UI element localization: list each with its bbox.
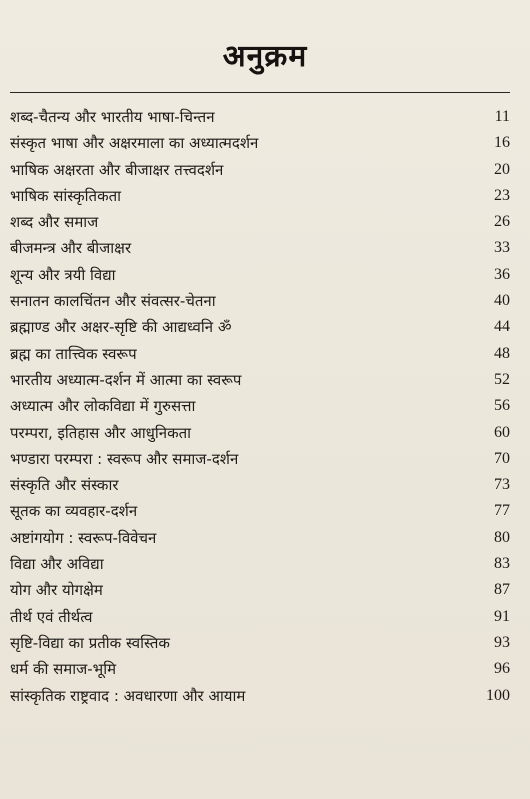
toc-row <box>10 235 510 261</box>
toc-entry-page-number: 93 <box>494 633 510 651</box>
title-divider <box>10 92 510 93</box>
toc-entry-page-number: 60 <box>494 423 510 441</box>
toc-row <box>10 209 510 235</box>
toc-row <box>10 656 510 682</box>
toc-entry-page-number: 80 <box>494 528 510 546</box>
toc-row <box>10 472 510 498</box>
table-of-contents <box>10 104 510 709</box>
toc-entry-page-number: 26 <box>494 213 510 231</box>
page-title: अनुक्रम <box>222 39 308 74</box>
toc-entry-page-number: 77 <box>494 502 510 520</box>
toc-row <box>10 393 510 419</box>
toc-entry-page-number: 73 <box>494 476 510 494</box>
toc-entry-title: अध्यात्म और लोकविद्या में गुरुसत्ता <box>10 397 196 416</box>
toc-entry-page-number: 48 <box>494 344 510 362</box>
toc-row <box>10 314 510 340</box>
toc-entry-page-number: 70 <box>494 449 510 467</box>
toc-entry-page-number: 96 <box>494 660 510 678</box>
toc-entry-page-number: 16 <box>494 134 510 152</box>
toc-entry-title: सूतक का व्यवहार-दर्शन <box>10 502 138 521</box>
toc-entry-title: संस्कृत भाषा और अक्षरमाला का अध्यात्मदर्शन <box>10 134 259 153</box>
toc-row <box>10 683 510 709</box>
toc-entry-page-number: 23 <box>494 186 510 204</box>
toc-entry-page-number: 11 <box>494 108 510 125</box>
toc-entry-title: भाषिक सांस्कृतिकता <box>10 186 122 205</box>
toc-row <box>10 420 510 446</box>
toc-row <box>10 183 510 209</box>
toc-entry-page-number: 36 <box>494 265 510 283</box>
toc-entry-title: शून्य और त्रयी विद्या <box>10 265 116 284</box>
toc-entry-title: सृष्टि-विद्या का प्रतीक स्वस्तिक <box>10 633 170 652</box>
toc-row <box>10 367 510 393</box>
toc-entry-title: ब्रह्माण्ड और अक्षर-सृष्टि की आद्यध्वनि ॐ <box>10 318 232 337</box>
toc-entry-title: योग और योगक्षेम <box>10 581 103 600</box>
toc-row <box>10 104 510 130</box>
toc-row <box>10 288 510 314</box>
toc-row <box>10 630 510 656</box>
toc-row <box>10 157 510 183</box>
toc-row <box>10 446 510 472</box>
toc-entry-page-number: 44 <box>494 318 510 336</box>
toc-entry-title: विद्या और अविद्या <box>10 555 104 574</box>
toc-entry-title: संस्कृति और संस्कार <box>10 476 119 495</box>
toc-entry-title: शब्द और समाज <box>10 213 99 232</box>
toc-entry-title: शब्द-चैतन्य और भारतीय भाषा-चिन्तन <box>10 108 215 126</box>
toc-entry-title: परम्परा, इतिहास और आधुनिकता <box>10 423 192 442</box>
toc-entry-page-number: 40 <box>494 292 510 310</box>
toc-entry-title: भारतीय अध्यात्म-दर्शन में आत्मा का स्वरूप <box>10 370 242 389</box>
toc-entry-title: सांस्कृतिक राष्ट्रवाद : अवधारणा और आयाम <box>10 686 246 705</box>
toc-entry-title: भाषिक अक्षरता और बीजाक्षर तत्त्वदर्शन <box>10 160 224 179</box>
toc-entry-title: धर्म की समाज-भूमि <box>10 660 117 679</box>
toc-entry-title: बीजमन्त्र और बीजाक्षर <box>10 239 132 258</box>
toc-row <box>10 551 510 577</box>
toc-entry-title: तीर्थ एवं तीर्थत्व <box>10 607 93 626</box>
toc-entry-page-number: 91 <box>494 607 510 625</box>
toc-row <box>10 577 510 603</box>
toc-row <box>10 130 510 156</box>
toc-row <box>10 341 510 367</box>
toc-row <box>10 525 510 551</box>
toc-row <box>10 262 510 288</box>
toc-entry-page-number: 87 <box>494 581 510 599</box>
toc-entry-page-number: 33 <box>494 239 510 257</box>
toc-entry-page-number: 20 <box>494 160 510 178</box>
toc-entry-page-number: 83 <box>494 555 510 573</box>
toc-entry-title: अष्टांगयोग : स्वरूप-विवेचन <box>10 528 157 547</box>
toc-entry-title: भण्डारा परम्परा : स्वरूप और समाज-दर्शन <box>10 449 239 468</box>
toc-entry-title: सनातन कालचिंतन और संवत्सर-चेतना <box>10 292 216 311</box>
toc-entry-title: ब्रह्म का तात्त्विक स्वरूप <box>10 344 137 363</box>
toc-row <box>10 604 510 630</box>
toc-entry-page-number: 56 <box>494 397 510 415</box>
toc-row <box>10 498 510 524</box>
toc-entry-page-number: 52 <box>494 370 510 388</box>
toc-entry-page-number: 100 <box>486 686 510 704</box>
